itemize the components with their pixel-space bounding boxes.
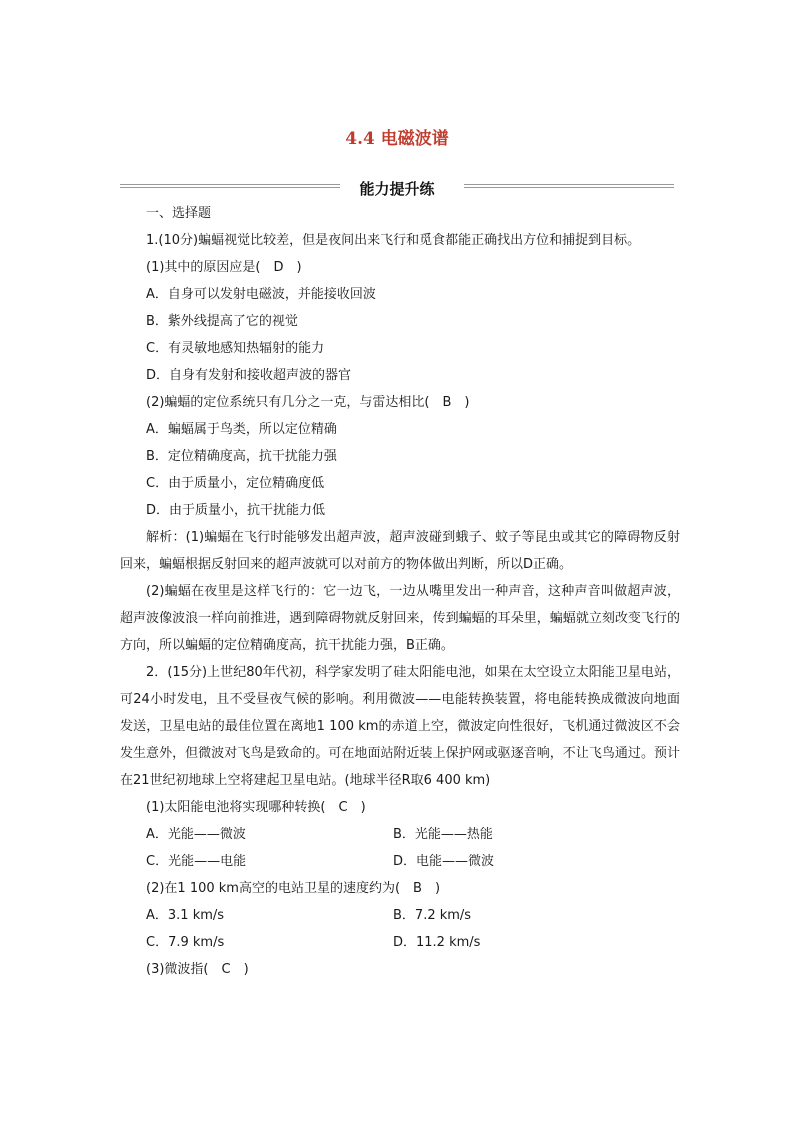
q1-analysis-1: 解析：(1)蝙蝠在飞行时能够发出超声波，超声波碰到蛾子、蚊子等昆虫或其它的障碍物反射回来，蝙蝠根据反射回来的超声波就可以对前方的物体做出判断，所以D正确。 xyxy=(120,530,680,572)
q2-stem: 2．(15分)上世纪80年代初，科学家发明了硅太阳能电池，如果在太空设立太阳能卫星电站，可24小时发电，且不受昼夜气候的影响。利用微波——电能转换装置，将电能转换成微波向地面发送，卫星电站的最佳位置在离地1 100 km的赤道上空，微波定向性很好，飞机通过微波区不会发生意外，但微波对飞鸟是致命的。可在地面站附近装上保护网或驱逐音响，不让飞鸟通过。预计在21世纪初地球上空将建起卫星电站。(地球半径R取6 400 km) xyxy=(120,665,680,788)
q1-sub1: (1)其中的原因应是( D ) xyxy=(146,260,302,275)
q1-sub2-option-a: A．蝙蝠属于鸟类，所以定位精确 xyxy=(146,422,337,437)
section-rule-right xyxy=(464,184,674,190)
q2-sub1-options-row-1 xyxy=(120,821,680,848)
q1-stem: 1.(10分)蝙蝠视觉比较差，但是夜间出来飞行和觅食都能正确找出方位和捕捉到目标。 xyxy=(146,233,641,248)
q2-sub1-option-c: C．光能——电能 xyxy=(146,854,247,869)
q2-sub2-options-row-1 xyxy=(120,902,680,929)
q2-sub2-option-c: C．7.9 km/s xyxy=(146,935,225,950)
q1-sub2-option-c: C．由于质量小，定位精确度低 xyxy=(146,476,325,491)
q1-sub1-option-d: D．自身有发射和接收超声波的器官 xyxy=(146,368,352,383)
q1-analysis-2: (2)蝙蝠在夜里是这样飞行的：它一边飞，一边从嘴里发出一种声音，这种声音叫做超声波，超声波像波浪一样向前推进，遇到障碍物就反射回来，传到蝙蝠的耳朵里，蝙蝠就立刻改变飞行的方向，所以蝙蝠的定位精确度高，抗干扰能力强，B正确。 xyxy=(120,584,680,653)
document-body xyxy=(120,200,680,983)
q1-sub1-option-a: A．自身可以发射电磁波，并能接收回波 xyxy=(146,287,376,302)
page-title: 4.4 电磁波谱 xyxy=(345,129,449,149)
q2-sub1-option-b: B．光能——热能 xyxy=(393,827,493,842)
q2-sub1-option-a: A．光能——微波 xyxy=(146,827,246,842)
q1-sub2: (2)蝙蝠的定位系统只有几分之一克，与雷达相比( B ) xyxy=(146,395,470,410)
section-title: 能力提升练 xyxy=(359,180,435,198)
q2-sub2-options-row-2 xyxy=(120,929,680,956)
q1-sub1-option-b: B．紫外线提高了它的视觉 xyxy=(146,314,298,329)
q2-sub1-option-d: D．电能——微波 xyxy=(393,854,495,869)
section-header xyxy=(120,178,674,198)
q2-sub3: (3)微波指( C ) xyxy=(146,962,249,977)
q2-sub2-option-b: B．7.2 km/s xyxy=(393,908,472,923)
q2-sub2-option-a: A．3.1 km/s xyxy=(146,908,225,923)
q2-sub1-options-row-2 xyxy=(120,848,680,875)
part-heading: 一、选择题 xyxy=(146,206,212,221)
q1-sub2-option-d: D．由于质量小，抗干扰能力低 xyxy=(146,503,326,518)
q2-sub2-option-d: D．11.2 km/s xyxy=(393,935,481,950)
q1-sub1-option-c: C．有灵敏地感知热辐射的能力 xyxy=(146,341,325,356)
q2-sub1: (1)太阳能电池将实现哪种转换( C ) xyxy=(146,800,366,815)
q1-sub2-option-b: B．定位精确度高，抗干扰能力强 xyxy=(146,449,337,464)
q2-sub2: (2)在1 100 km高空的电站卫星的速度约为( B ) xyxy=(146,881,441,896)
